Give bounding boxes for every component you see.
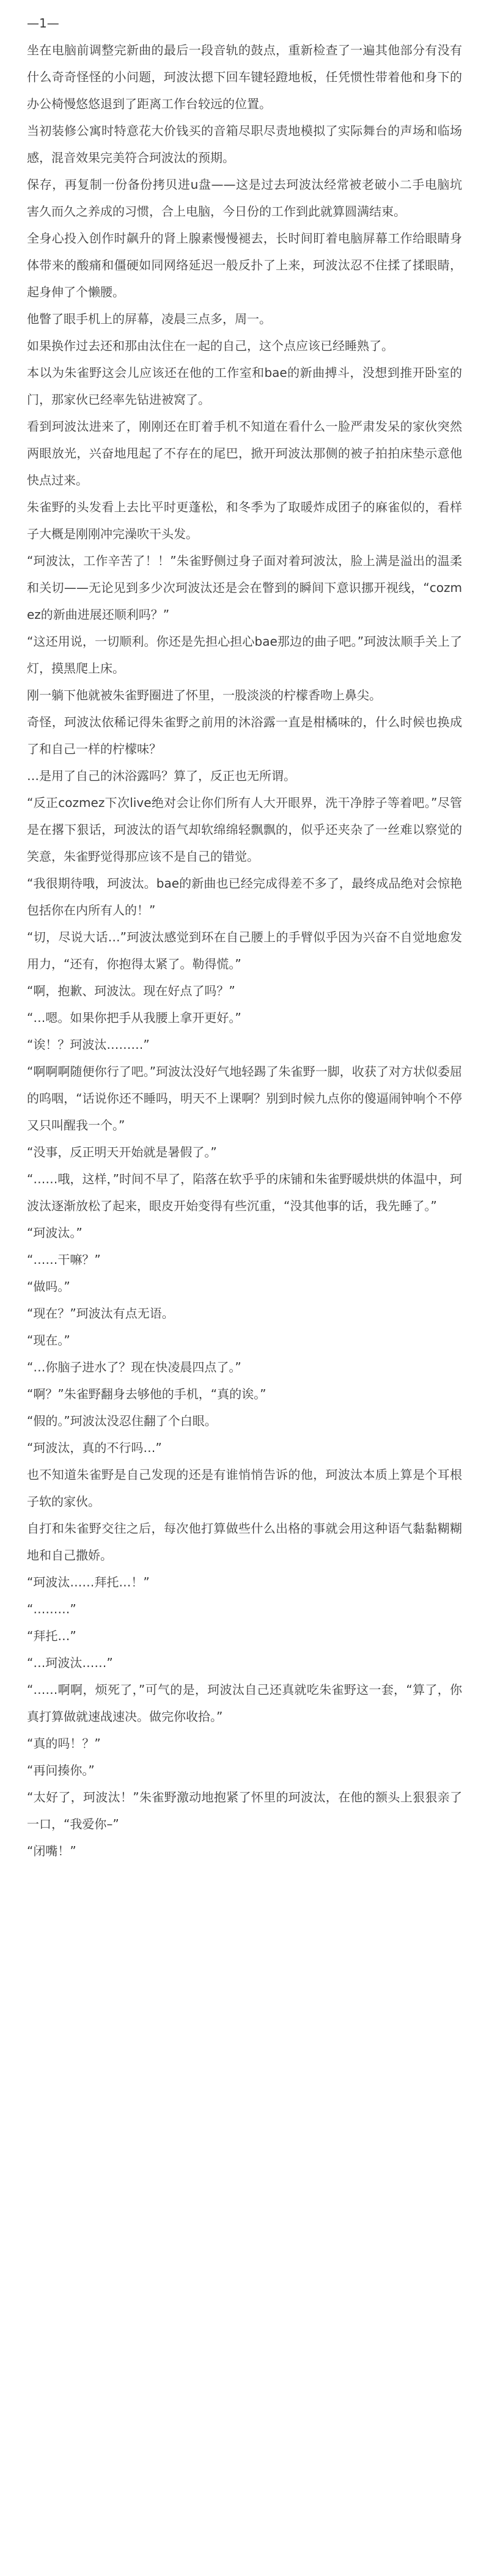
paragraph: “…你脑子进水了？现在快凌晨四点了。” bbox=[27, 1360, 241, 1374]
paragraph: “…嗯。如果你把手从我腰上拿开更好。” bbox=[27, 1010, 241, 1025]
paragraph: 自打和朱雀野交往之后，每次他打算做些什么出格的事就会用这种语气黏黏糊糊地和自己撒娇。 bbox=[27, 1521, 462, 1563]
paragraph: “这还用说，一切顺利。你还是先担心担心bae那边的曲子吧。”珂波汰顺手关上了灯，摸黑爬上床。 bbox=[27, 634, 462, 676]
paragraph: 全身心投入创作时飙升的肾上腺素慢慢褪去，长时间盯着电脑屏幕工作给眼睛身体带来的酸痛和僵硬如同网络延迟一般反扑了上来，珂波汰忍不住揉了揉眼睛，起身伸了个懒腰。 bbox=[27, 231, 462, 299]
paragraph: “珂波汰，工作辛苦了！！”朱雀野侧过身子面对着珂波汰，脸上满是溢出的温柔和关切——无论见到多少次珂波汰还是会在瞥到的瞬间下意识挪开视线，“cozmez的新曲进展还顺利吗？” bbox=[27, 553, 462, 622]
paragraph: “闭嘴！” bbox=[27, 1844, 76, 1858]
paragraph: “珂波汰……拜托…！” bbox=[27, 1575, 150, 1589]
paragraph: “啊，抱歉、珂波汰。现在好点了吗？” bbox=[27, 983, 235, 998]
paragraph: 本以为朱雀野这会儿应该还在他的工作室和bae的新曲搏斗，没想到推开卧室的门，那家伙已经率先钻进被窝了。 bbox=[27, 365, 462, 407]
paragraph: “反正cozmez下次live绝对会让你们所有人大开眼界，洗干净脖子等着吧。”尽管是在撂下狠话，珂波汰的语气却软绵绵轻飘飘的，似乎还夹杂了一丝难以察觉的笑意，朱雀野觉得那应该不是自己的错觉。 bbox=[27, 795, 462, 864]
paragraph: “现在。” bbox=[27, 1333, 70, 1348]
paragraph: 他瞥了眼手机上的屏幕，凌晨三点多，周一。 bbox=[27, 312, 271, 326]
paragraph: “拜托…” bbox=[27, 1629, 76, 1643]
paragraph: “啊？”朱雀野翻身去够他的手机，“真的诶。” bbox=[27, 1387, 267, 1401]
paragraph: 如果换作过去还和那由汰住在一起的自己，这个点应该已经睡熟了。 bbox=[27, 338, 394, 353]
paragraph: “切，尽说大话…”珂波汰感觉到环在自己腰上的手臂似乎因为兴奋不自觉地愈发用力，“还有，你抱得太紧了。勒得慌。” bbox=[27, 930, 462, 971]
paragraph: “再问揍你。” bbox=[27, 1763, 95, 1778]
paragraph: “诶！？珂波汰………” bbox=[27, 1037, 150, 1052]
paragraph: “……哦，这样，”时间不早了，陷落在软乎乎的床铺和朱雀野暖烘烘的体温中，珂波汰逐渐放松了起来，眼皮开始变得有些沉重，“没其他事的话，我先睡了。” bbox=[27, 1172, 462, 1213]
paragraph: …是用了自己的沐浴露吗？算了，反正也无所谓。 bbox=[27, 768, 296, 783]
paragraph: “珂波汰。” bbox=[27, 1225, 83, 1240]
paragraph: “太好了，珂波汰！”朱雀野激动地抱紧了怀里的珂波汰，在他的额头上狠狠亲了一口，“我爱你–” bbox=[27, 1790, 462, 1831]
paragraph: “做吗。” bbox=[27, 1279, 70, 1294]
paragraph: 看到珂波汰进来了，刚刚还在盯着手机不知道在看什么一脸严肃发呆的家伙突然两眼放光，兴奋地甩起了不存在的尾巴，掀开珂波汰那侧的被子拍拍床垫示意他快点过来。 bbox=[27, 419, 462, 487]
paragraph: “……啊啊，烦死了，”可气的是，珂波汰自己还真就吃朱雀野这一套，“算了，你真打算做就速战速决。做完你收拾。” bbox=[27, 1682, 462, 1724]
paragraph: “现在？”珂波汰有点无语。 bbox=[27, 1306, 174, 1321]
paragraph: “我很期待哦，珂波汰。bae的新曲也已经完成得差不多了，最终成品绝对会惊艳包括你在内所有人的！” bbox=[27, 876, 462, 918]
chapter-number: —1— bbox=[27, 16, 59, 31]
paragraph: 当初装修公寓时特意花大价钱买的音箱尽职尽责地模拟了实际舞台的声场和临场感，混音效果完美符合珂波汰的预期。 bbox=[27, 123, 462, 165]
paragraph: 奇怪，珂波汰依稀记得朱雀野之前用的沐浴露一直是柑橘味的，什么时候也换成了和自己一样的柠檬味？ bbox=[27, 715, 462, 756]
paragraph: 刚一躺下他就被朱雀野圈进了怀里，一股淡淡的柠檬香吻上鼻尖。 bbox=[27, 688, 381, 702]
paragraph: 保存，再复制一份备份拷贝进u盘——这是过去珂波汰经常被老破小二手电脑坑害久而久之养成的习惯，合上电脑，今日份的工作到此就算圆满结束。 bbox=[27, 177, 462, 219]
paragraph: “…珂波汰……” bbox=[27, 1655, 113, 1670]
paragraph: 朱雀野的头发看上去比平时更蓬松，和冬季为了取暖炸成团子的麻雀似的，看样子大概是刚刚冲完澡吹干头发。 bbox=[27, 500, 462, 541]
paragraph: “……干嘛？” bbox=[27, 1252, 101, 1267]
paragraph: “假的。”珂波汰没忍住翻了个白眼。 bbox=[27, 1414, 217, 1428]
paragraph: “珂波汰，真的不行吗…” bbox=[27, 1440, 162, 1455]
paragraph: “啊啊啊随便你行了吧。”珂波汰没好气地轻踢了朱雀野一脚，收获了对方状似委屈的呜咽，“话说你还不睡吗，明天不上课啊？别到时候九点你的傻逼闹钟响个不停又只叫醒我一个。” bbox=[27, 1064, 462, 1133]
paragraph: 也不知道朱雀野是自己发现的还是有谁悄悄告诉的他，珂波汰本质上算是个耳根子软的家伙。 bbox=[27, 1467, 462, 1509]
paragraph: 坐在电脑前调整完新曲的最后一段音轨的鼓点，重新检查了一遍其他部分有没有什么奇奇怪怪的小问题，珂波汰摁下回车键轻蹬地板，任凭惯性带着他和身下的办公椅慢悠悠退到了距离工作台较远的位置。 bbox=[27, 43, 462, 111]
paragraph: “真的吗！？” bbox=[27, 1736, 101, 1751]
paragraph: “………” bbox=[27, 1602, 76, 1616]
paragraph: “没事，反正明天开始就是暑假了。” bbox=[27, 1145, 217, 1159]
